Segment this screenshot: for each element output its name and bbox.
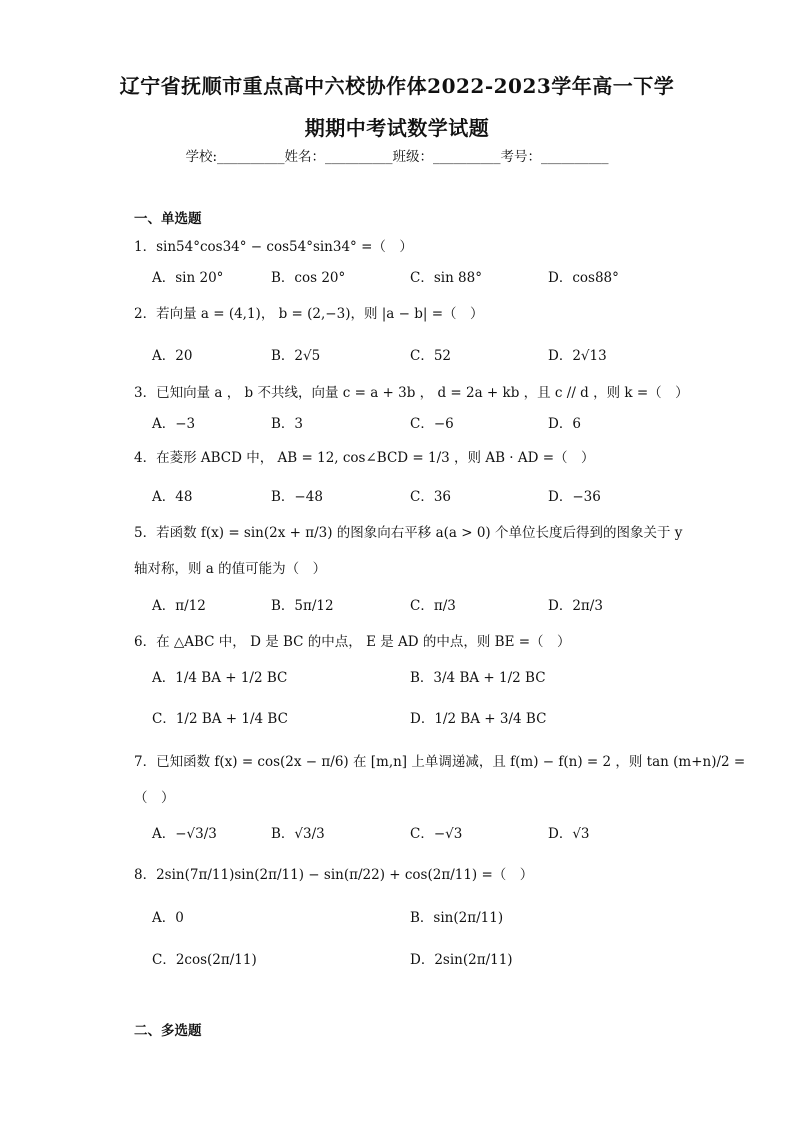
question-1-option-d: D．cos88° [548,270,619,286]
question-8-stem: 8．2sin(7π/11)sin(2π/11) − sin(π/22) + cos(2π/11) =（ ） [134,867,534,883]
question-1-option-a: A．sin 20° [152,270,224,286]
question-6-option-b: B．3/4 BA + 1/2 BC [410,670,546,686]
question-7-option-a: A．−√3/3 [152,826,217,842]
question-2-option-c: C．52 [410,348,452,364]
question-2-option-a: A．20 [152,348,193,364]
question-3-option-c: C．−6 [410,416,454,432]
question-2-stem: 2．若向量 a = (4,1)， b = (2,−3)，则 |a − b| =（ ） [134,306,484,322]
question-5-option-b: B．5π/12 [271,598,334,614]
question-6-option-a: A．1/4 BA + 1/2 BC [152,670,288,686]
question-1-option-b: B．cos 20° [271,270,346,286]
question-5-stem: 5．若函数 f(x) = sin(2x + π/3) 的图象向右平移 a(a > 0) 个单位长度后得到的图象关于 y [134,525,683,541]
question-7-stem: 7．已知函数 f(x) = cos(2x − π/6) 在 [m,n] 上单调递减，且 f(m) − f(n) = 2 ，则 tan (m+n)/2 = [134,754,746,770]
question-7-option-b: B．√3/3 [271,826,325,842]
question-4-option-a: A．48 [152,489,193,505]
question-3-option-a: A．−3 [152,416,196,432]
question-7-option-c: C．−√3 [410,826,463,842]
question-5-option-a: A．π/12 [152,598,206,614]
question-4-option-c: C．36 [410,489,452,505]
question-8-option-b: B．sin(2π/11) [410,910,504,926]
question-6-option-c: C．1/2 BA + 1/4 BC [152,711,288,727]
exam-title-line2: 期期中考试数学试题 [304,116,490,140]
exam-title-line1: 辽宁省抚顺市重点高中六校协作体2022-2023学年高一下学 [119,74,675,98]
question-1-option-c: C．sin 88° [410,270,482,286]
question-8-option-d: D．2sin(2π/11) [410,952,513,968]
section-heading-multiple-choice: 二、多选题 [134,1023,202,1039]
question-3-stem: 3．已知向量 a ， b 不共线，向量 c = a + 3b ， d = 2a + kb ，且 c // d ，则 k =（ ） [134,385,689,401]
question-8-option-a: A．0 [152,910,184,926]
question-2-option-d: D．2√13 [548,348,607,364]
question-3-option-d: D．6 [548,416,581,432]
question-4-option-d: D．−36 [548,489,601,505]
question-4-stem: 4．在菱形 ABCD 中， AB = 12, cos∠BCD = 1/3 ，则 AB · AD =（ ） [134,450,595,466]
question-8-option-c: C．2cos(2π/11) [152,952,257,968]
question-1-stem: 1．sin54°cos34° − cos54°sin34° =（ ） [134,239,413,255]
section-heading-single-choice: 一、单选题 [134,211,202,227]
question-7-option-d: D．√3 [548,826,590,842]
question-6-option-d: D．1/2 BA + 3/4 BC [410,711,547,727]
question-5-stem-continued: 轴对称，则 a 的值可能为（ ） [134,561,327,577]
question-2-option-b: B．2√5 [271,348,321,364]
question-7-stem-continued: （ ） [134,790,175,806]
question-3-option-b: B．3 [271,416,304,432]
question-6-stem: 6．在 △ABC 中， D 是 BC 的中点， E 是 AD 的中点，则 BE =（ ） [134,634,571,650]
question-5-option-c: C．π/3 [410,598,456,614]
student-info-line: 学校:__________姓名：__________班级：__________考号：__________ [185,149,609,165]
question-5-option-d: D．2π/3 [548,598,603,614]
question-4-option-b: B．−48 [271,489,323,505]
